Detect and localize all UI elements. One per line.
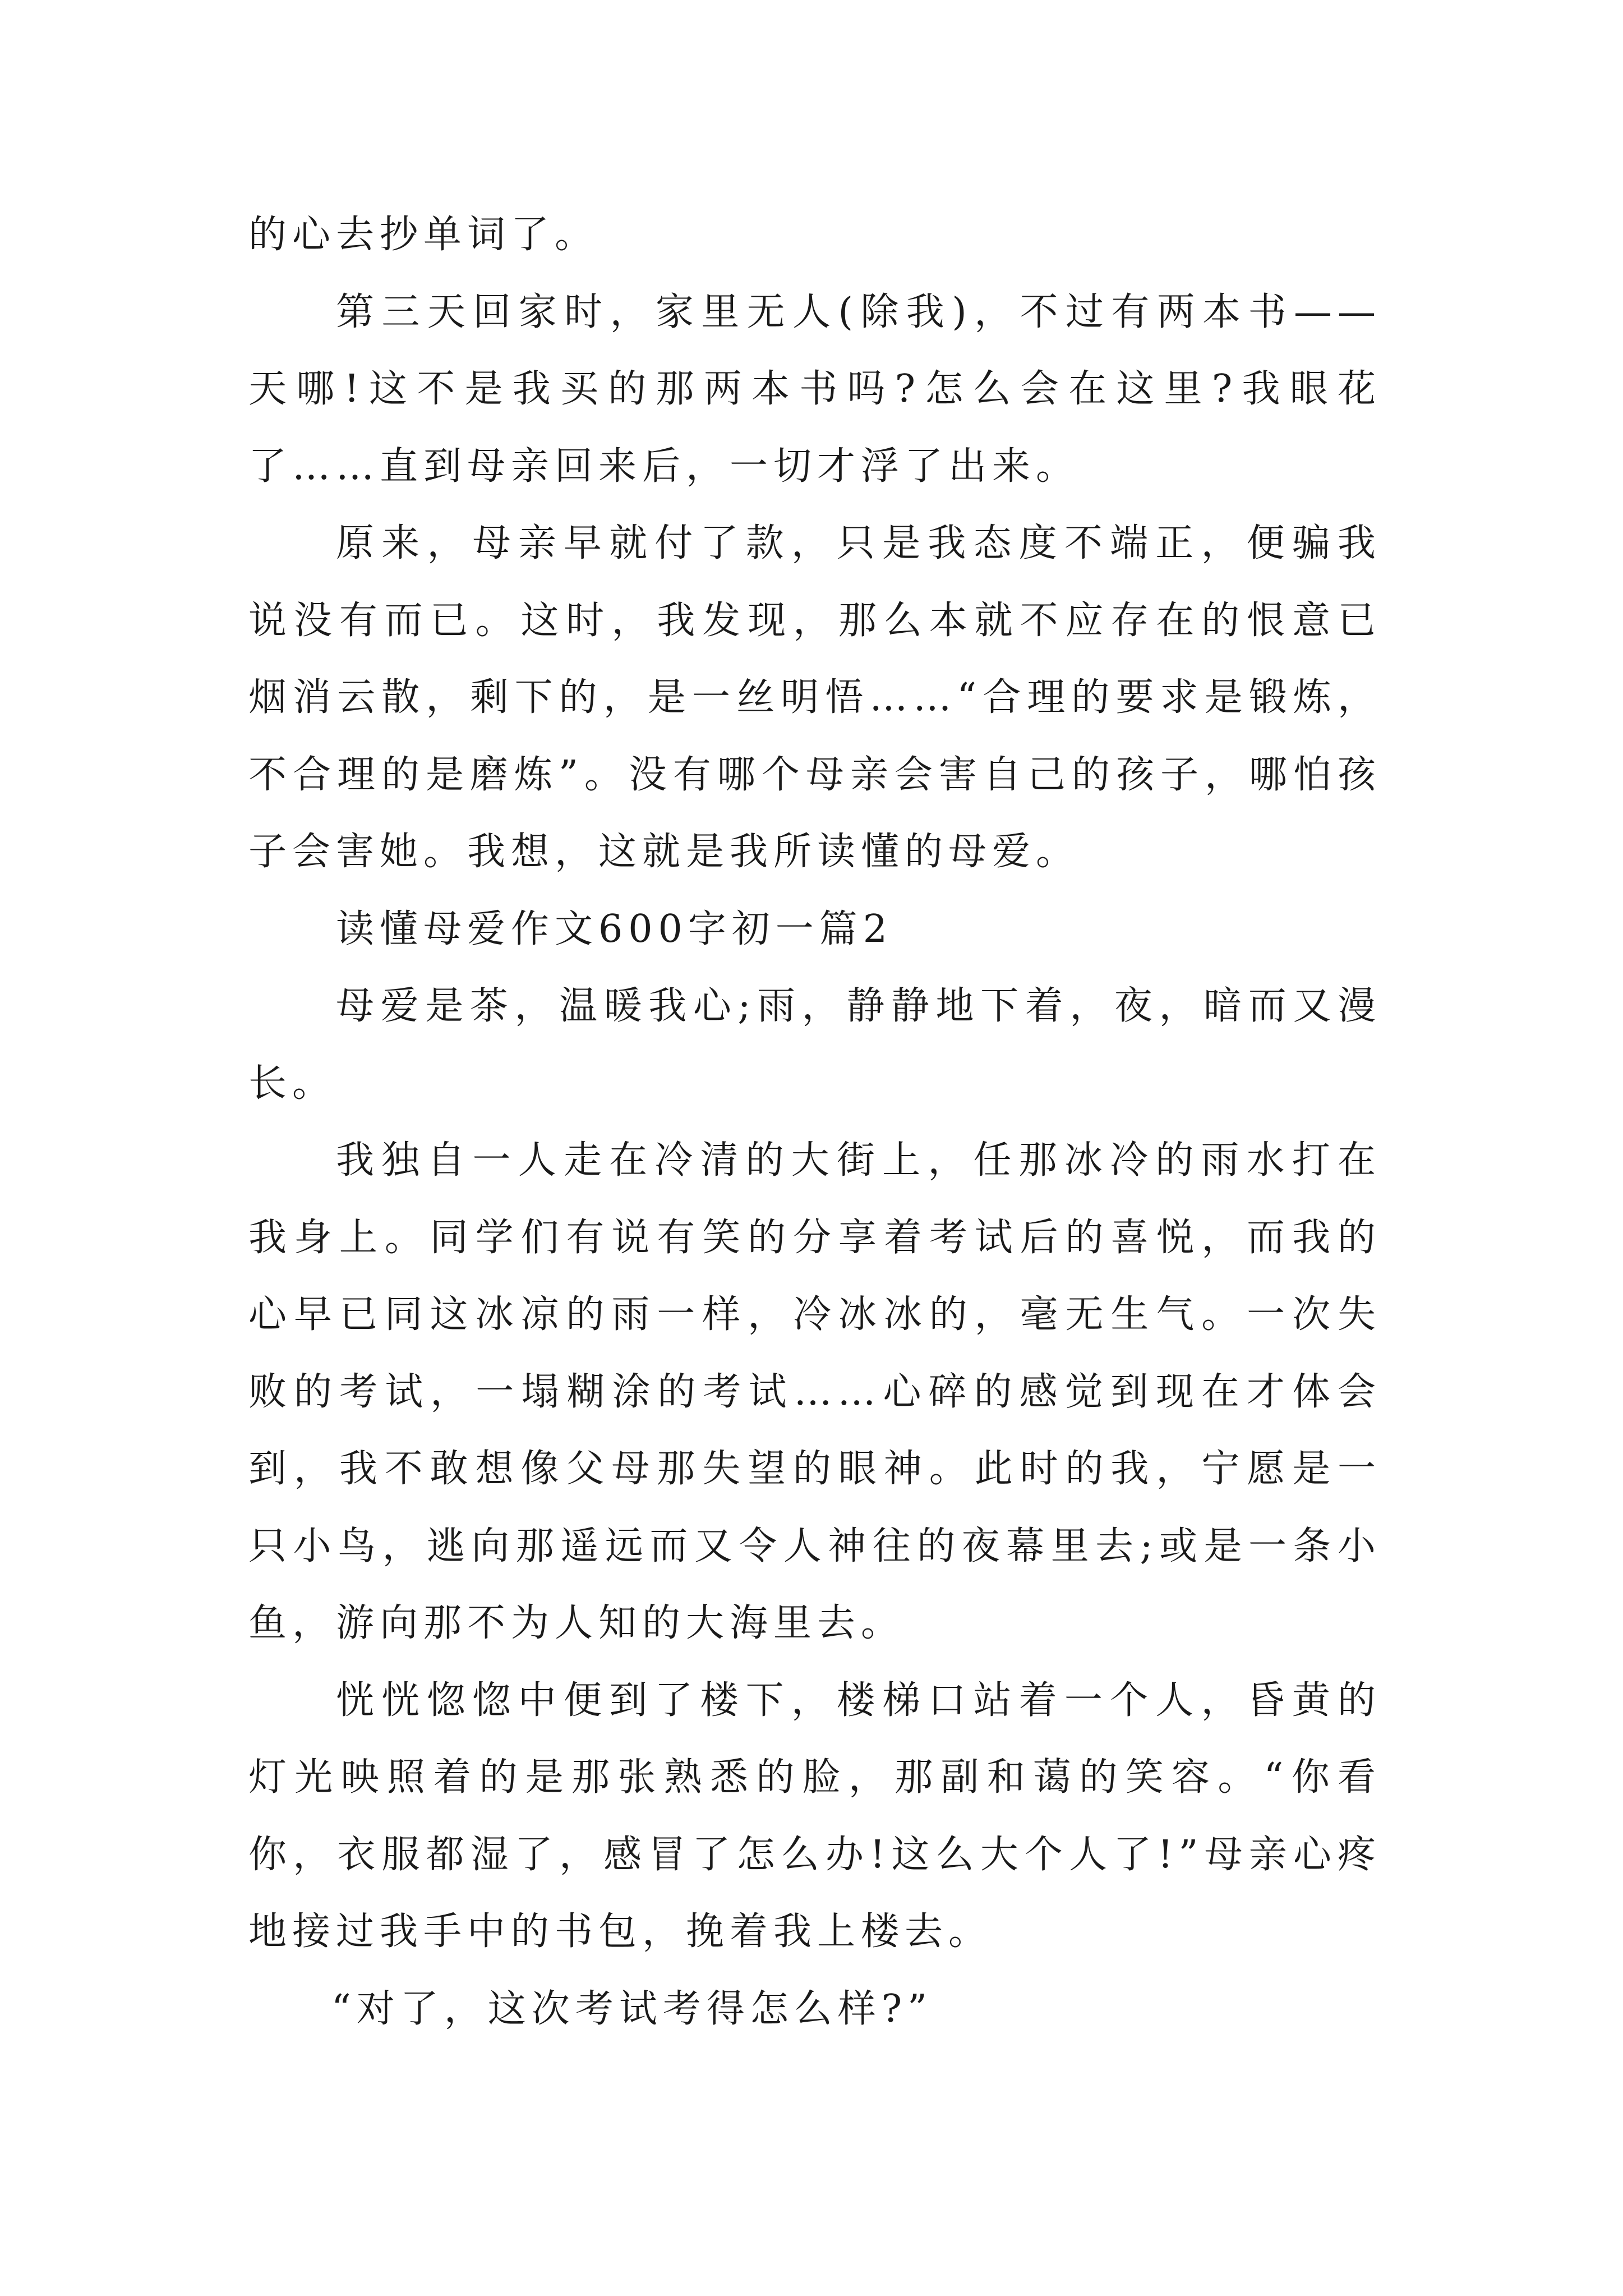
document-body bbox=[248, 196, 1381, 2047]
paragraph-mother-at-stairs: 恍恍惚惚中便到了楼下，楼梯口站着一个人，昏黄的灯光映照着的是那张熟悉的脸，那副和蔼的笑容。“你看你，衣服都湿了，感冒了怎么办!这么大个人了!”母亲心疼地接过我手中的书包，挽着我上楼去。 bbox=[248, 1678, 1381, 1954]
paragraph-continuation: 的心去抄单词了。 bbox=[248, 213, 599, 257]
paragraph-third-day: 第三天回家时，家里无人(除我)，不过有两本书——天哪!这不是我买的那两本书吗?怎么会在这里?我眼花了……直到母亲回来后，一切才浮了出来。 bbox=[248, 289, 1381, 489]
paragraph-exam-question: “对了，这次考试考得怎么样?” bbox=[331, 1986, 933, 2031]
essay-heading: 读懂母爱作文600字初一篇2 bbox=[336, 907, 893, 951]
paragraph-realization: 原来，母亲早就付了款，只是我态度不端正，便骗我说没有而已。这时，我发现，那么本就不应存在的恨意已烟消云散，剩下的，是一丝明悟……“合理的要求是锻炼，不合理的是磨炼”。没有哪个母亲会害自己的孩子，哪怕孩子会害她。我想，这就是我所读懂的母爱。 bbox=[248, 521, 1381, 874]
paragraph-walking-in-rain: 我独自一人走在冷清的大街上，任那冰冷的雨水打在我身上。同学们有说有笑的分享着考试后的喜悦，而我的心早已同这冰凉的雨一样，冷冰冰的，毫无生气。一次失败的考试，一塌糊涂的考试……心碎的感觉到现在才体会到，我不敢想像父母那失望的眼神。此时的我，宁愿是一只小鸟，逃向那遥远而又令人神往的夜幕里去;或是一条小鱼，游向那不为人知的大海里去。 bbox=[248, 1138, 1381, 1645]
paragraph-mother-love-tea: 母爱是茶，温暖我心;雨，静静地下着，夜，暗而又漫长。 bbox=[248, 984, 1381, 1106]
